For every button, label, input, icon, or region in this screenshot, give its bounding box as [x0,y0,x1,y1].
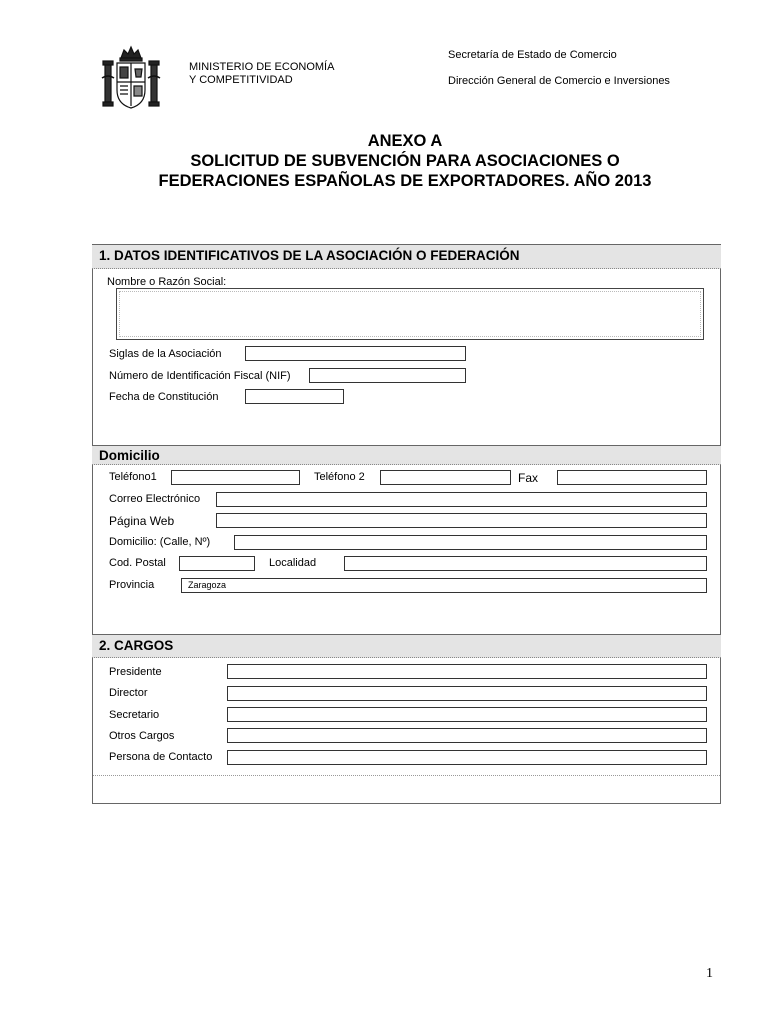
telefono2-field[interactable] [380,470,511,485]
nif-label: Número de Identificación Fiscal (NIF) [109,370,291,382]
domicilio-heading: Domicilio [92,445,721,465]
fax-label: Fax [518,471,539,485]
otros-cargos-field[interactable] [227,728,707,743]
otros-cargos-label: Otros Cargos [109,730,175,742]
siglas-field[interactable] [245,346,466,361]
secretario-field[interactable] [227,707,707,722]
cp-field[interactable] [179,556,255,571]
section-2-bottom-divider [93,775,720,776]
contacto-label: Persona de Contacto [109,751,213,763]
nombre-label: Nombre o Razón Social: [107,276,227,288]
ministry-line-2: Y COMPETITIVIDAD [189,74,293,86]
presidente-field[interactable] [227,664,707,679]
provincia-label: Provincia [109,579,155,591]
cp-label: Cod. Postal [109,557,166,569]
nif-field[interactable] [309,368,466,383]
web-label: Página Web [109,514,175,528]
localidad-label: Localidad [269,557,317,569]
localidad-field[interactable] [344,556,707,571]
direccion-text: Dirección General de Comercio e Inversiones [448,75,670,87]
nombre-field[interactable] [116,288,704,340]
coat-of-arms-logo [100,44,162,112]
correo-field[interactable] [216,492,707,507]
title-line-2: SOLICITUD DE SUBVENCIÓN PARA ASOCIACIONES O [190,152,620,170]
section-1-heading: 1. DATOS IDENTIFICATIVOS DE LA ASOCIACIÓN O FEDERACIÓN [92,245,721,269]
correo-label: Correo Electrónico [109,493,201,505]
siglas-label: Siglas de la Asociación [109,348,222,360]
secretaria-text: Secretaría de Estado de Comercio [448,49,617,61]
fax-field[interactable] [557,470,707,485]
telefono2-label: Teléfono 2 [314,471,365,483]
title-anexo: ANEXO A [367,132,443,150]
provincia-field[interactable]: Zaragoza [181,578,707,593]
fecha-label: Fecha de Constitución [109,391,219,403]
calle-field[interactable] [234,535,707,550]
director-field[interactable] [227,686,707,701]
page-number: 1 [706,966,713,981]
telefono1-field[interactable] [171,470,300,485]
secretario-label: Secretario [109,709,160,721]
ministry-line-1: MINISTERIO DE ECONOMÍA [189,61,335,73]
contacto-field[interactable] [227,750,707,765]
web-field[interactable] [216,513,707,528]
presidente-label: Presidente [109,666,162,678]
telefono1-label: Teléfono1 [109,471,157,483]
title-line-3: FEDERACIONES ESPAÑOLAS DE EXPORTADORES. AÑO 2013 [158,172,652,190]
section-2-heading: 2. CARGOS [92,634,721,658]
fecha-field[interactable] [245,389,344,404]
calle-label: Domicilio: (Calle, Nº) [109,536,211,548]
director-label: Director [109,687,148,699]
